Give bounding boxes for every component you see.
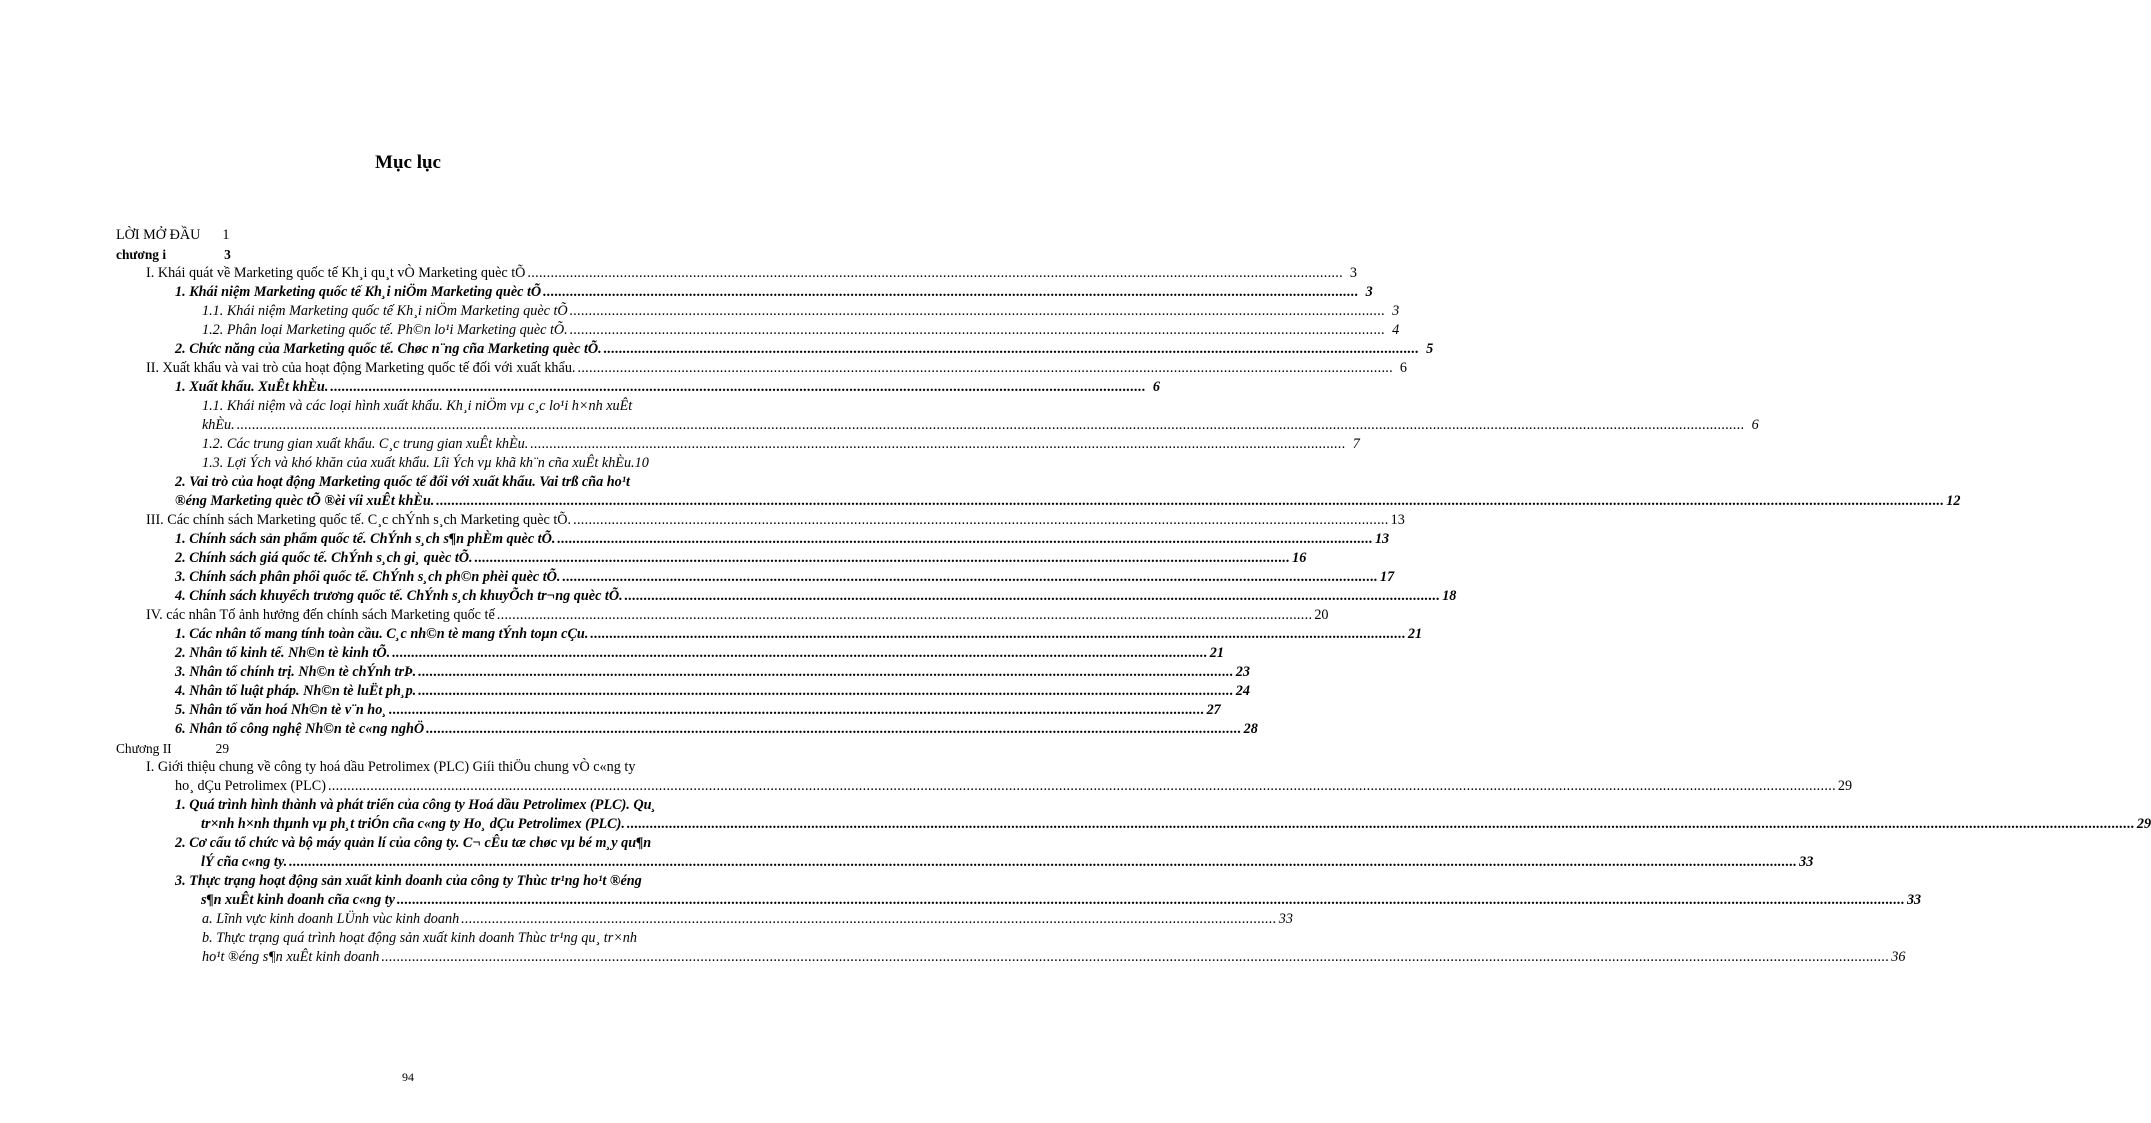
toc-entry-text: 2. Chính sách giá quốc tế. ChÝnh s¸ch gi¸ quèc tÕ. — [175, 550, 473, 566]
toc-entry-subsection[interactable] — [116, 283, 1373, 302]
toc-entry-page: 29 — [2136, 816, 2151, 832]
toc-entry-text: 1. Xuất khẩu. XuÊt khÈu. — [175, 379, 329, 395]
toc-entry-page: 4 — [1392, 322, 1400, 338]
toc-entry-text: 3. Chính sách phân phối quốc tế. ChÝnh s¸ch ph©n phèi quèc tÕ. — [175, 569, 561, 585]
toc-leader — [562, 568, 1378, 587]
toc-entry-page: 18 — [1442, 588, 1457, 604]
toc-entry-text: a. Lĩnh vực kinh doanh LÜnh vùc kinh doanh — [202, 911, 460, 927]
toc-entry-subsection[interactable] — [116, 378, 1160, 397]
toc-entry-page: 20 — [1314, 607, 1329, 623]
toc-entry-text: 3. Thực trạng hoạt động sản xuất kinh doanh của công ty Thùc tr¹ng ho¹t ®éng — [175, 873, 642, 889]
toc-leader — [497, 606, 1313, 625]
toc-entry-section[interactable] — [116, 511, 1405, 530]
toc-entry-text: 2. Vai trò của hoạt động Marketing quốc tế đối với xuất khẩu. Vai trß cña ho¹t — [175, 474, 630, 490]
toc-entry-text: 2. Nhân tố kinh tế. Nh©n tè kinh tÕ. — [175, 645, 391, 661]
toc-entry-item[interactable] — [116, 910, 1293, 929]
toc-leader: .................................................................................................................................................................................... ..... — [237, 416, 1745, 435]
toc-entry-section[interactable] — [116, 606, 1329, 625]
toc-entry-intro[interactable] — [116, 226, 766, 245]
toc-entry-text: 1.1. Khái niệm và các loại hình xuất khẩu. Kh¸i niÖm vµ c¸c lo¹i h×nh xuÊt — [202, 398, 633, 414]
toc-leader: .................................................................................................................................................................................... ..... — [381, 948, 1889, 967]
toc-entry-text: 1. Các nhân tố mang tính toàn cầu. C¸c nh©n tè mang tÝnh toµn cÇu. — [175, 626, 589, 642]
toc-entry-subsection[interactable] — [116, 587, 1457, 606]
toc-entry-subsection[interactable] — [116, 796, 2151, 834]
toc-entry-page: 36 — [1891, 949, 1906, 965]
toc-entry-text-cont: tr×nh h×nh thµnh vµ ph¸t triÓn cña c«ng ty Ho¸ dÇu Petrolimex (PLC). — [201, 816, 625, 832]
toc-entry-text: LỜI MỞ ĐẦU — [116, 227, 201, 243]
toc-entry-text-cont: ®éng Marketing quèc tÕ ®èi víi xuÊt khÈu. — [175, 493, 435, 509]
toc-entry-text: 2. Chức năng của Marketing quốc tế. Chøc n¨ng cña Marketing quèc tÕ. — [175, 341, 602, 357]
toc-entry-text: 3. Nhân tố chính trị. Nh©n tè chÝnh trÞ. — [175, 664, 417, 680]
toc-leader — [570, 321, 1386, 340]
toc-entry-page: 33 — [1906, 892, 1922, 908]
toc-entry-text-cont: lÝ cña c«ng ty. — [201, 854, 288, 870]
toc-entry-text: 4. Nhân tố luật pháp. Nh©n tè luËt ph¸p. — [175, 683, 417, 699]
toc-entry-page: 3 — [224, 247, 231, 262]
toc-entry-text: 1.2. Phân loại Marketing quốc tế. Ph©n lo¹i Marketing quèc tÕ. — [202, 322, 568, 338]
toc-entry-subsection[interactable] — [116, 625, 1423, 644]
toc-entry-text: 4. Chính sách khuyếch trương quốc tế. ChÝnh s¸ch khuyÕch tr¬ng quèc tÕ. — [175, 588, 623, 604]
toc-entry-page: 13 — [1390, 512, 1405, 528]
toc-entry-text-cont: s¶n xuÊt kinh doanh cña c«ng ty — [201, 892, 395, 908]
toc-entry-text: I. Khái quát về Marketing quốc tế Kh¸i qu¸t vÒ Marketing quèc tÕ — [146, 265, 526, 281]
toc-entry-page: 16 — [1292, 550, 1307, 566]
toc-entry-item[interactable] — [116, 454, 766, 473]
toc-entry-chapter-1[interactable] — [116, 245, 766, 264]
toc-leader — [418, 682, 1234, 701]
toc-entry-text: b. Thực trạng quá trình hoạt động sản xuất kinh doanh Thùc tr¹ng qu¸ tr×nh — [202, 930, 637, 946]
toc-entry-page: 29 — [1837, 778, 1853, 794]
toc-leader: .................................................................................................................................................................................... ..... — [436, 492, 1944, 511]
toc-entry-subsection[interactable] — [116, 549, 1307, 568]
toc-entry-subsection[interactable] — [116, 663, 1250, 682]
toc-entry-text: 6. Nhân tố công nghệ Nh©n tè c«ng nghÖ — [175, 721, 425, 737]
toc-entry-page: 17 — [1380, 569, 1395, 585]
toc-entry-page: 6 — [1152, 379, 1160, 395]
toc-entry-section[interactable] — [116, 758, 1853, 796]
toc-leader: .................................................................................................................................................................................... ..... — [289, 853, 1797, 872]
toc-entry-page: 21 — [1407, 626, 1423, 642]
toc-entry-text: 1.2. Các trung gian xuất khẩu. C¸c trung gian xuÊt khÈu. — [202, 436, 529, 452]
toc-entry-item[interactable] — [116, 435, 1360, 454]
toc-entry-text-cont: khÈu. — [202, 417, 235, 433]
toc-entry-page: 23 — [1235, 664, 1250, 680]
toc-entry-page: 3 — [1349, 265, 1357, 281]
toc-leader: .................................................................................................................................................................................... ..... — [627, 815, 2135, 834]
toc-entry-text: I. Giới thiệu chung về công ty hoá dầu Petrolimex (PLC) Giíi thiÖu chung vÒ c«ng ty — [146, 759, 636, 775]
toc-leader — [573, 511, 1389, 530]
toc-leader — [527, 264, 1343, 283]
toc-entry-text-cont: ho¸ dÇu Petrolimex (PLC) — [175, 778, 326, 794]
toc-entry-page: 3 — [1392, 303, 1400, 319]
toc-leader — [426, 720, 1242, 739]
toc-entry-subsection[interactable] — [116, 720, 1258, 739]
toc-entry-text: 1. Chính sách sản phẩm quốc tế. ChÝnh s¸ch s¶n phÈm quèc tÕ. — [175, 531, 556, 547]
toc-entry-page: 3 — [1365, 284, 1373, 300]
toc-entry-subsection[interactable] — [116, 340, 1434, 359]
toc-leader — [530, 435, 1346, 454]
toc-entry-text: 1.3. Lợi Ých và khó khăn của xuất khẩu. Lîi Ých vµ khã kh¨n cña xuÊt khÈu. — [202, 455, 635, 471]
toc-entry-page: 12 — [1946, 493, 1961, 509]
toc-entry-section[interactable] — [116, 359, 1408, 378]
toc-leader — [475, 549, 1291, 568]
toc-leader — [392, 644, 1208, 663]
toc-entry-page: 28 — [1243, 721, 1258, 737]
toc-entry-chapter-2[interactable] — [116, 739, 766, 758]
toc-leader — [590, 625, 1406, 644]
toc-leader: .................................................................................................................................................................................... ..... — [397, 891, 1905, 910]
toc-entry-page: 24 — [1235, 683, 1250, 699]
toc-entry-text: 1.1. Khái niệm Marketing quốc tế Kh¸i niÖm Marketing quèc tÕ — [202, 303, 568, 319]
page-title: Mục lục — [375, 152, 441, 173]
toc-entry-text: chương i — [116, 247, 167, 262]
toc-entry-subsection[interactable] — [116, 872, 1922, 910]
toc-entry-subsection[interactable] — [116, 568, 1395, 587]
toc-entry-subsection[interactable] — [116, 701, 1221, 720]
page-number: 94 — [402, 1070, 414, 1084]
toc-entry-page: 6 — [1399, 360, 1408, 376]
toc-leader — [543, 283, 1359, 302]
toc-entry-text: IV. các nhân Tố ảnh hưởng đến chính sách Marketing quốc tế — [146, 607, 495, 623]
toc-entry-page: 33 — [1278, 911, 1293, 927]
toc-entry-text: 1. Quá trình hình thành và phát triển của công ty Hoá dầu Petrolimex (PLC). Qu¸ — [175, 797, 657, 813]
toc-entry-text: 1. Khái niệm Marketing quốc tế Kh¸i niÖm Marketing quèc tÕ — [175, 284, 542, 300]
toc-entry-page: 7 — [1352, 436, 1360, 452]
toc-entry-page: 1 — [222, 227, 230, 243]
toc-leader — [625, 587, 1441, 606]
toc-entry-text: Chương II — [116, 741, 172, 756]
table-of-contents — [116, 226, 2151, 967]
toc-entry-page: 5 — [1426, 341, 1434, 357]
toc-entry-page: 29 — [215, 741, 230, 756]
toc-entry-text: 5. Nhân tố văn hoá Nh©n tè v¨n ho¸ — [175, 702, 388, 718]
toc-entry-section[interactable] — [116, 264, 1357, 283]
toc-entry-subsection[interactable] — [116, 682, 1250, 701]
toc-entry-item[interactable] — [116, 321, 1400, 340]
toc-entry-page: 21 — [1209, 645, 1224, 661]
toc-leader — [557, 530, 1373, 549]
toc-leader — [577, 359, 1393, 378]
toc-entry-text: II. Xuất khẩu và vai trò của hoạt động Marketing quốc tế đối với xuất khẩu. — [146, 360, 576, 376]
toc-entry-subsection[interactable] — [116, 530, 1390, 549]
toc-entry-item[interactable] — [116, 929, 1906, 967]
toc-entry-item[interactable] — [116, 397, 1759, 435]
toc-leader — [418, 663, 1234, 682]
toc-leader — [570, 302, 1386, 321]
toc-leader — [604, 340, 1420, 359]
toc-entry-text: III. Các chính sách Marketing quốc tế. C¸c chÝnh s¸ch Marketing quèc tÕ. — [146, 512, 572, 528]
toc-entry-subsection[interactable] — [116, 473, 1961, 511]
toc-entry-item[interactable] — [116, 302, 1400, 321]
toc-entry-page: 27 — [1206, 702, 1221, 718]
toc-entry-subsection[interactable] — [116, 834, 1814, 872]
toc-entry-page: 33 — [1799, 854, 1814, 870]
toc-leader — [389, 701, 1205, 720]
toc-leader — [330, 378, 1146, 397]
toc-entry-page: 13 — [1374, 531, 1390, 547]
toc-entry-page: 6 — [1751, 417, 1759, 433]
toc-entry-text-cont: ho¹t ®éng s¶n xuÊt kinh doanh — [202, 949, 380, 965]
toc-leader — [461, 910, 1277, 929]
toc-entry-page: 10 — [634, 455, 649, 471]
toc-entry-text: 2. Cơ cấu tổ chức và bộ máy quản lí của công ty. C¬ cÊu tæ chøc vµ bé m¸y qu¶n — [175, 835, 652, 851]
toc-leader: .................................................................................................................................................................................... ..... — [328, 777, 1836, 796]
toc-entry-subsection[interactable] — [116, 644, 1224, 663]
